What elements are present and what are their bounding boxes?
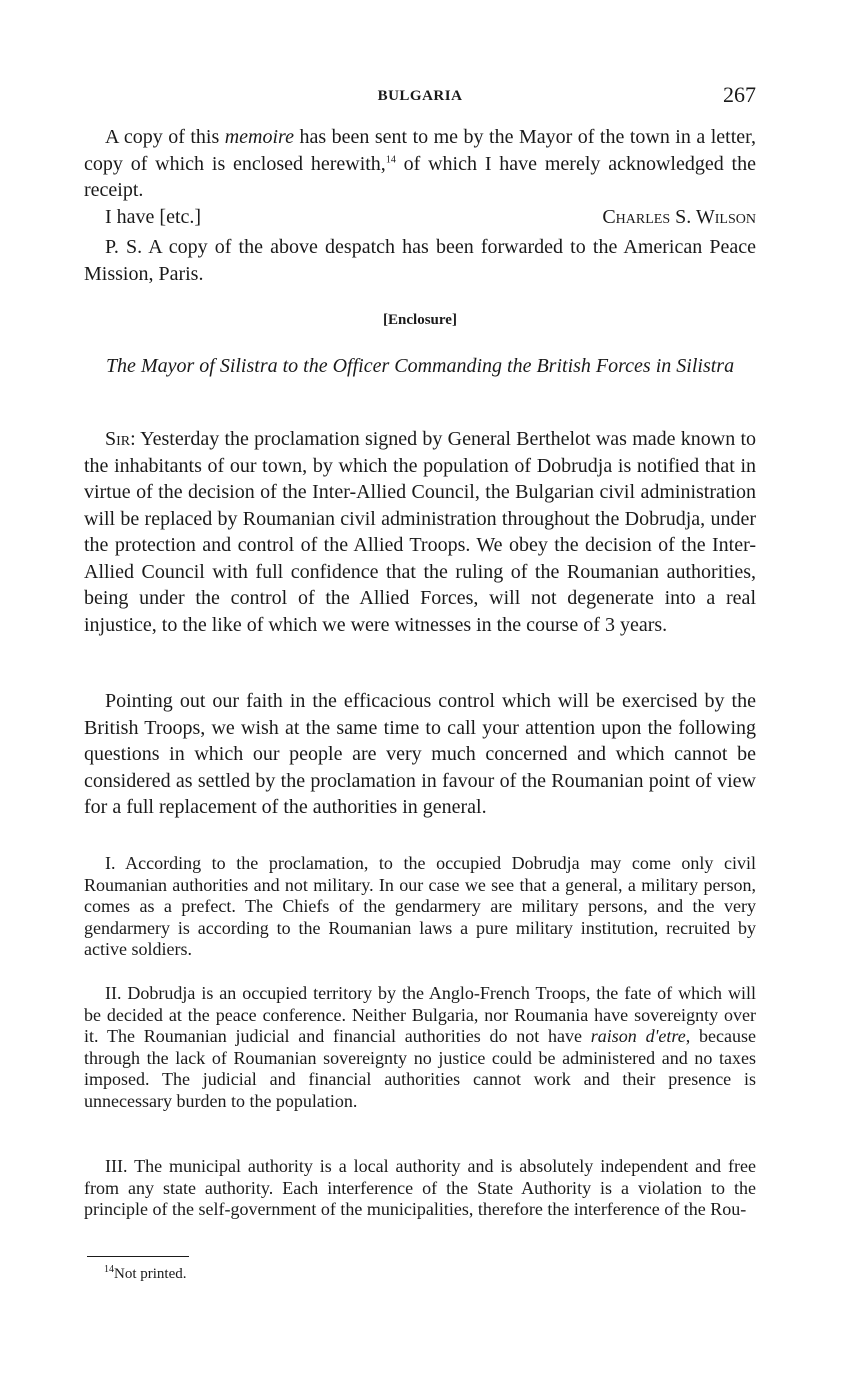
- letter-paragraph-1: [84, 426, 756, 638]
- intro-text-c: of which I have merely acknowledged the receipt.: [84, 152, 756, 201]
- letter-item-2: [84, 983, 756, 1113]
- footnote-divider: [87, 1256, 189, 1257]
- intro-paragraph: [84, 124, 756, 204]
- running-title: BULGARIA: [377, 88, 463, 104]
- enclosure-label: [Enclosure]: [383, 312, 457, 328]
- postscript: P. S. A copy of the above despatch has been forwarded to the American Peace Mission, Paris.: [84, 236, 756, 285]
- running-head: [84, 82, 756, 112]
- closing-formula: I have [etc.]: [105, 206, 202, 228]
- page-number: 267: [723, 82, 756, 107]
- letter-paragraph-2: Pointing out our faith in the efficacious control which will be exercised by the British Troops, we wish at the same time to call your attention upon the following questions in which our people are very much concerned and which cannot be considered as settled by the proclamation in favour of the Roumanian point of view for a full replacement of the authorities in general.: [84, 690, 756, 818]
- letter-item-1: I. According to the proclamation, to the occupied Dobrudja may come only civil Roumanian authorities and not military. In our case we see that a general, a military person, comes as a prefect. The Chiefs of the gendarmery are military persons, and the very gendarmery is according to the Roumanian laws a pure military institution, recruited by active soldiers.: [84, 853, 756, 960]
- letter-heading: The Mayor of Silistra to the Officer Commanding the British Forces in Silistra: [105, 355, 735, 377]
- intro-text-a: A copy of this: [105, 126, 225, 148]
- footnote-mark: 14: [104, 1264, 114, 1275]
- closing-row: [84, 206, 756, 233]
- letter-item-3: III. The municipal authority is a local authority and is absolutely independent and free from any state authority. Each interference of the State Authority is a violation to the principle of the self-government of the municipalities, therefore the interference of the Rou-: [84, 1156, 756, 1220]
- salutation: Sir: [105, 428, 131, 450]
- footnote-reference: 14: [385, 153, 396, 165]
- letter-paragraph-1-text: : Yesterday the proclamation signed by General Berthelot was made known to the inhabitants of our town, by which the population of Dobrudja is notified that in virtue of the decision of the Inter-Allied Council, the Bulgarian civil administration will be replaced by Roumanian civil administration throughout the Dobrudja, under the protection and control of the Allied Troops. We obey the decision of the Inter-Allied Council with full confidence that the ruling of the Roumanian authorities, being under the control of the Allied Forces, will not degenerate into a real injustice, to the like of which we were witnesses in the course of 3 years.: [84, 428, 756, 636]
- intro-memoire: memoire: [224, 126, 294, 148]
- intro-text-b: has been sent to me by the Mayor of the town in a letter, copy of which is enclosed herewith,: [84, 126, 756, 175]
- letter-item-2-text-b: , because through the lack of Roumanian sovereignty no justice could be administered and no taxes imposed. The judicial and financial authorities cannot work and their presence is unnecessary burden to the population.: [84, 1026, 756, 1111]
- letter-item-2-text-a: II. Dobrudja is an occupied territory by the Anglo-French Troops, the fate of which will be decided at the peace conference. Neither Bulgaria, nor Roumania have sovereignty over it. The Roumanian judicial and financial authorities do not have: [84, 983, 756, 1047]
- signature: Charles S. Wilson: [602, 206, 756, 228]
- raison-d-etre: raison d'etre: [590, 1026, 686, 1047]
- footnote-text: Not printed.: [114, 1266, 187, 1282]
- footnote: [104, 1266, 187, 1283]
